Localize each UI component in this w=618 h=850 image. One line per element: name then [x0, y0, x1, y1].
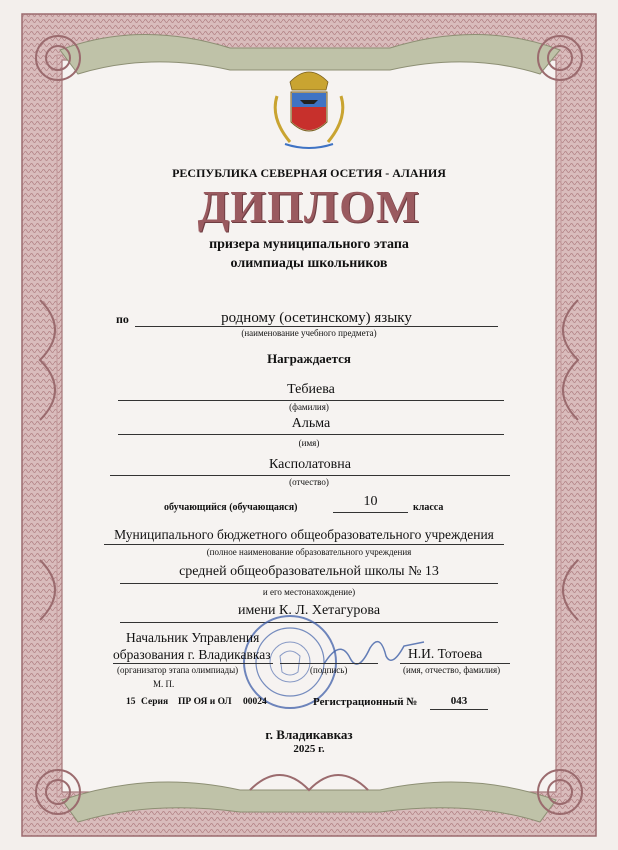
- signatory-name: Н.И. Тотоева: [408, 646, 483, 661]
- signatory-name-caption: (имя, отчество, фамилия): [403, 665, 501, 675]
- org-line2: образования г. Владикавказ: [113, 647, 271, 662]
- subtitle-line1: призера муниципального этапа: [209, 237, 409, 252]
- signature-underline: [280, 663, 378, 664]
- first-name-caption: (имя): [298, 438, 320, 448]
- school-caption2: и его местонахождение): [262, 587, 356, 597]
- school-line2-underline: [120, 583, 498, 584]
- series-value: ПР ОЯ и ОЛ: [178, 697, 232, 707]
- patronymic-underline: [110, 475, 510, 476]
- registration-underline: [430, 709, 488, 710]
- city: г. Владикавказ: [265, 727, 353, 742]
- subject-caption: (наименование учебного предмета): [241, 328, 377, 338]
- surname-underline: [118, 400, 504, 401]
- school-line1: Муниципального бюджетного общеобразовательного учреждения: [114, 527, 494, 542]
- registration-number: 043: [450, 695, 468, 707]
- org-underline: [113, 663, 273, 664]
- diploma-title: ДИПЛОМ: [197, 181, 421, 232]
- school-line2: средней общеобразовательной школы № 13: [179, 564, 439, 579]
- serial-prefix-number: 15: [126, 697, 136, 707]
- school-caption1: (полное наименование образовательного учреждения: [206, 547, 412, 557]
- signatory-name-underline: [400, 663, 510, 664]
- grade-prefix: обучающийся (обучающаяся): [164, 502, 298, 513]
- first-name-underline: [118, 434, 504, 435]
- subject-value: родному (осетинскому) языку: [221, 310, 412, 326]
- first-name-value: Альма: [291, 416, 331, 431]
- patronymic-value: Касполатовна: [269, 457, 351, 472]
- subtitle-line2: олимпиады школьников: [230, 256, 388, 271]
- patronymic-caption: (отчество): [289, 477, 329, 487]
- surname-value: Тебиева: [287, 382, 335, 397]
- grade-value: 10: [363, 494, 378, 509]
- seal-place-label: М. П.: [153, 679, 175, 689]
- grade-underline: [333, 512, 408, 513]
- year: 2025 г.: [293, 743, 325, 755]
- subject-prefix: по: [116, 312, 129, 326]
- surname-caption: (фамилия): [289, 402, 329, 412]
- school-line1-underline: [104, 544, 504, 545]
- signature-caption: (подпись): [310, 665, 348, 675]
- document-number: 00024: [243, 697, 267, 707]
- grade-suffix: класса: [413, 502, 444, 513]
- series-label: Серия: [141, 697, 169, 707]
- awarded-label: Награждается: [267, 351, 351, 366]
- school-line3: имени К. Л. Хетагурова: [237, 603, 381, 618]
- republic-heading: РЕСПУБЛИКА СЕВЕРНАЯ ОСЕТИЯ - АЛАНИЯ: [172, 166, 446, 180]
- org-caption: (организатор этапа олимпиады): [117, 665, 239, 675]
- registration-label: Регистрационный №: [313, 696, 418, 708]
- org-line1: Начальник Управления: [126, 630, 260, 645]
